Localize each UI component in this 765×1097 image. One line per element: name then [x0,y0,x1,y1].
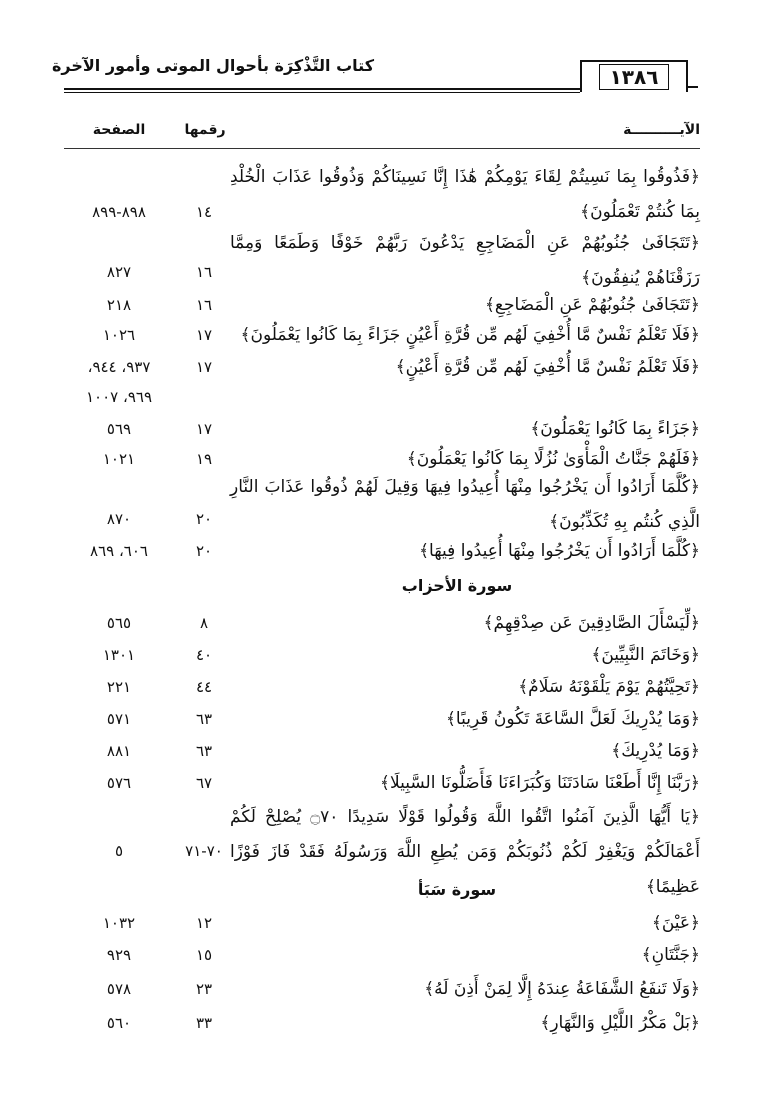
page-ref: ٥٧٨ [106,980,132,998]
surah-heading [64,576,700,595]
page-ref: ٨٩٨-٨٩٩ [92,203,146,221]
column-header-number: رقمها [184,122,226,138]
ayah-number: ١٧ [195,358,213,376]
page-ref: ١٠٣٢ [102,914,136,932]
page-ref: ٥٦٠ [106,1014,132,1032]
page-ref: ٩٣٧، ٩٤٤، [87,358,151,376]
ayah-number: ١٤ [195,203,213,221]
page-ref: ٨٧٠ [106,510,132,528]
ayah-text: ﴿فَلَا تَعْلَمُ نَفْسٌ مَّا أُخْفِيَ لَهُم مِّن قُرَّةِ أَعْيُنٍ﴾ [395,357,700,377]
ayah-text: ﴿رَبَّنَا إِنَّا أَطَعْنَا سَادَتَنَا وَكُبَرَاءَنَا فَأَضَلُّونَا السَّبِيلَا﴾ [379,773,700,793]
ayah-number: ١٩ [195,450,213,468]
ayah-number: ٢٠ [195,542,213,560]
ayah-text: ﴿فَلَا تَعْلَمُ نَفْسٌ مَّا أُخْفِيَ لَهُم مِّن قُرَّةِ أَعْيُنٍ جَزَاءً بِمَا كَانُوا يَعْمَلُونَ﴾ [240,325,700,345]
page-ref: ٥ [114,842,124,860]
ayah-text: ﴿جَزَاءً بِمَا كَانُوا يَعْمَلُونَ﴾ [530,419,700,439]
header-rule-thin [64,92,580,93]
page-number: ١٣٨٦ [599,64,670,90]
ayah-text: ﴿تَحِيَّتُهُمْ يَوْمَ يَلْقَوْنَهُ سَلَامٌ﴾ [518,677,700,697]
page-ref: ٦٠٦، ٨٦٩ [90,542,148,560]
page-ref: ١٣٠١ [102,646,136,664]
ayah-text: ﴿تَتَجَافَىٰ جُنُوبُهُمْ عَنِ الْمَضَاجِعِ﴾ [484,295,700,315]
ayah-number: ١٦ [195,296,213,314]
ayah-number: ١٧ [195,326,213,344]
page-ref: ١٠٢٦ [102,326,136,344]
ayah-number: ٤٠ [195,646,213,664]
page-ref: ١٠٢١ [102,450,136,468]
ayah-text: ﴿فَذُوقُوا بِمَا نَسِيتُمْ لِقَاءَ يَوْمِكُمْ هَٰذَا إِنَّا نَسِينَاكُمْ وَذُوقُوا عَذَابَ الْخُلْدِ بِمَا كُنتُمْ تَعْمَلُونَ﴾ [230,167,700,222]
ayah-number: ٦٣ [195,742,213,760]
page-ref: ٥٧١ [106,710,132,728]
ayah-text: ﴿لِّيَسْأَلَ الصَّادِقِينَ عَن صِدْقِهِمْ﴾ [483,613,700,633]
ayah-text: ﴿عَيْنَ﴾ [651,913,700,933]
page-ref-continued: ٩٦٩، ١٠٠٧ [85,388,152,406]
ayah-number: ١٢ [195,914,213,932]
ayah-text: ﴿وَمَا يُدْرِيكَ﴾ [611,741,700,761]
ayah-text: ﴿وَمَا يُدْرِيكَ لَعَلَّ السَّاعَةَ تَكُونُ قَرِيبًا﴾ [445,709,700,729]
ayah-text: ﴿يَا أَيُّهَا الَّذِينَ آمَنُوا اتَّقُوا اللَّهَ وَقُولُوا قَوْلًا سَدِيدًا ۝٧٠ يُصْلِحْ لَكُمْ أَعْمَالَكُمْ وَيَغْفِرْ لَكُمْ ذُنُوبَكُمْ وَمَن يُطِعِ اللَّهَ وَرَسُولَهُ فَقَدْ فَازَ فَوْزًا عَظِيمًا﴾ [230,807,700,897]
page-number-box [580,60,688,92]
ayah-number: ٦٧ [195,774,213,792]
page-ref: ٢١٨ [106,296,132,314]
page-ref: ٥٦٩ [106,420,132,438]
column-header-rule [64,148,700,149]
column-header-ayah: الآيــــــــــة [623,122,700,138]
page-ref: ٢٢١ [106,678,132,696]
page-ref: ٥٦٥ [106,614,132,632]
ayah-text: ﴿وَخَاتَمَ النَّبِيِّينَ﴾ [591,645,700,665]
page-ref: ٩٢٩ [106,946,132,964]
ayah-number: ٨ [199,614,209,632]
ayah-text: ﴿بَلْ مَكْرُ اللَّيْلِ وَالنَّهَارِ﴾ [540,1013,700,1033]
page-ref: ٥٧٦ [106,774,132,792]
ayah-text: ﴿جَنَّتَانِ﴾ [641,945,700,965]
column-header-page: الصفحة [92,122,146,138]
ayah-text: ﴿تَتَجَافَىٰ جُنُوبُهُمْ عَنِ الْمَضَاجِعِ يَدْعُونَ رَبَّهُمْ خَوْفًا وَطَمَعًا وَمِمَّا رَزَقْنَاهُمْ يُنفِقُونَ﴾ [230,233,700,288]
ayah-number: ٢٣ [195,980,213,998]
ayah-text: ﴿وَلَا تَنفَعُ الشَّفَاعَةُ عِندَهُ إِلَّا لِمَنْ أَذِنَ لَهُ﴾ [424,979,700,999]
ayah-number: ١٦ [195,263,213,281]
page-ref: ٨٨١ [106,742,132,760]
header-rule-tick [688,86,698,88]
ayah-number: ٦٣ [195,710,213,728]
ayah-number: ١٧ [195,420,213,438]
surah-title: سورة الأحزاب [401,576,513,595]
ayah-number: ٧٠-٧١ [185,842,223,860]
page-ref: ٨٢٧ [106,263,132,281]
ayah-text: ﴿كُلَّمَا أَرَادُوا أَن يَخْرُجُوا مِنْهَا أُعِيدُوا فِيهَا﴾ [419,541,700,561]
ayah-number: ٣٣ [195,1014,213,1032]
header-rule [64,88,580,90]
ayah-number: ٤٤ [195,678,213,696]
book-title: كتاب التَّذْكِرَة بأحوال الموتى وأمور الآخرة [51,56,374,75]
ayah-number: ٢٠ [195,510,213,528]
surah-title: سورة سَبَأ [417,880,497,899]
surah-heading [64,880,700,899]
ayah-number: ١٥ [195,946,213,964]
ayah-text: ﴿فَلَهُمْ جَنَّاتُ الْمَأْوَىٰ نُزُلًا بِمَا كَانُوا يَعْمَلُونَ﴾ [406,449,700,469]
ayah-text: ﴿كُلَّمَا أَرَادُوا أَن يَخْرُجُوا مِنْهَا أُعِيدُوا فِيهَا وَقِيلَ لَهُمْ ذُوقُوا عَذَابَ النَّارِ الَّذِي كُنتُم بِهِ تُكَذِّبُونَ﴾ [230,477,700,532]
